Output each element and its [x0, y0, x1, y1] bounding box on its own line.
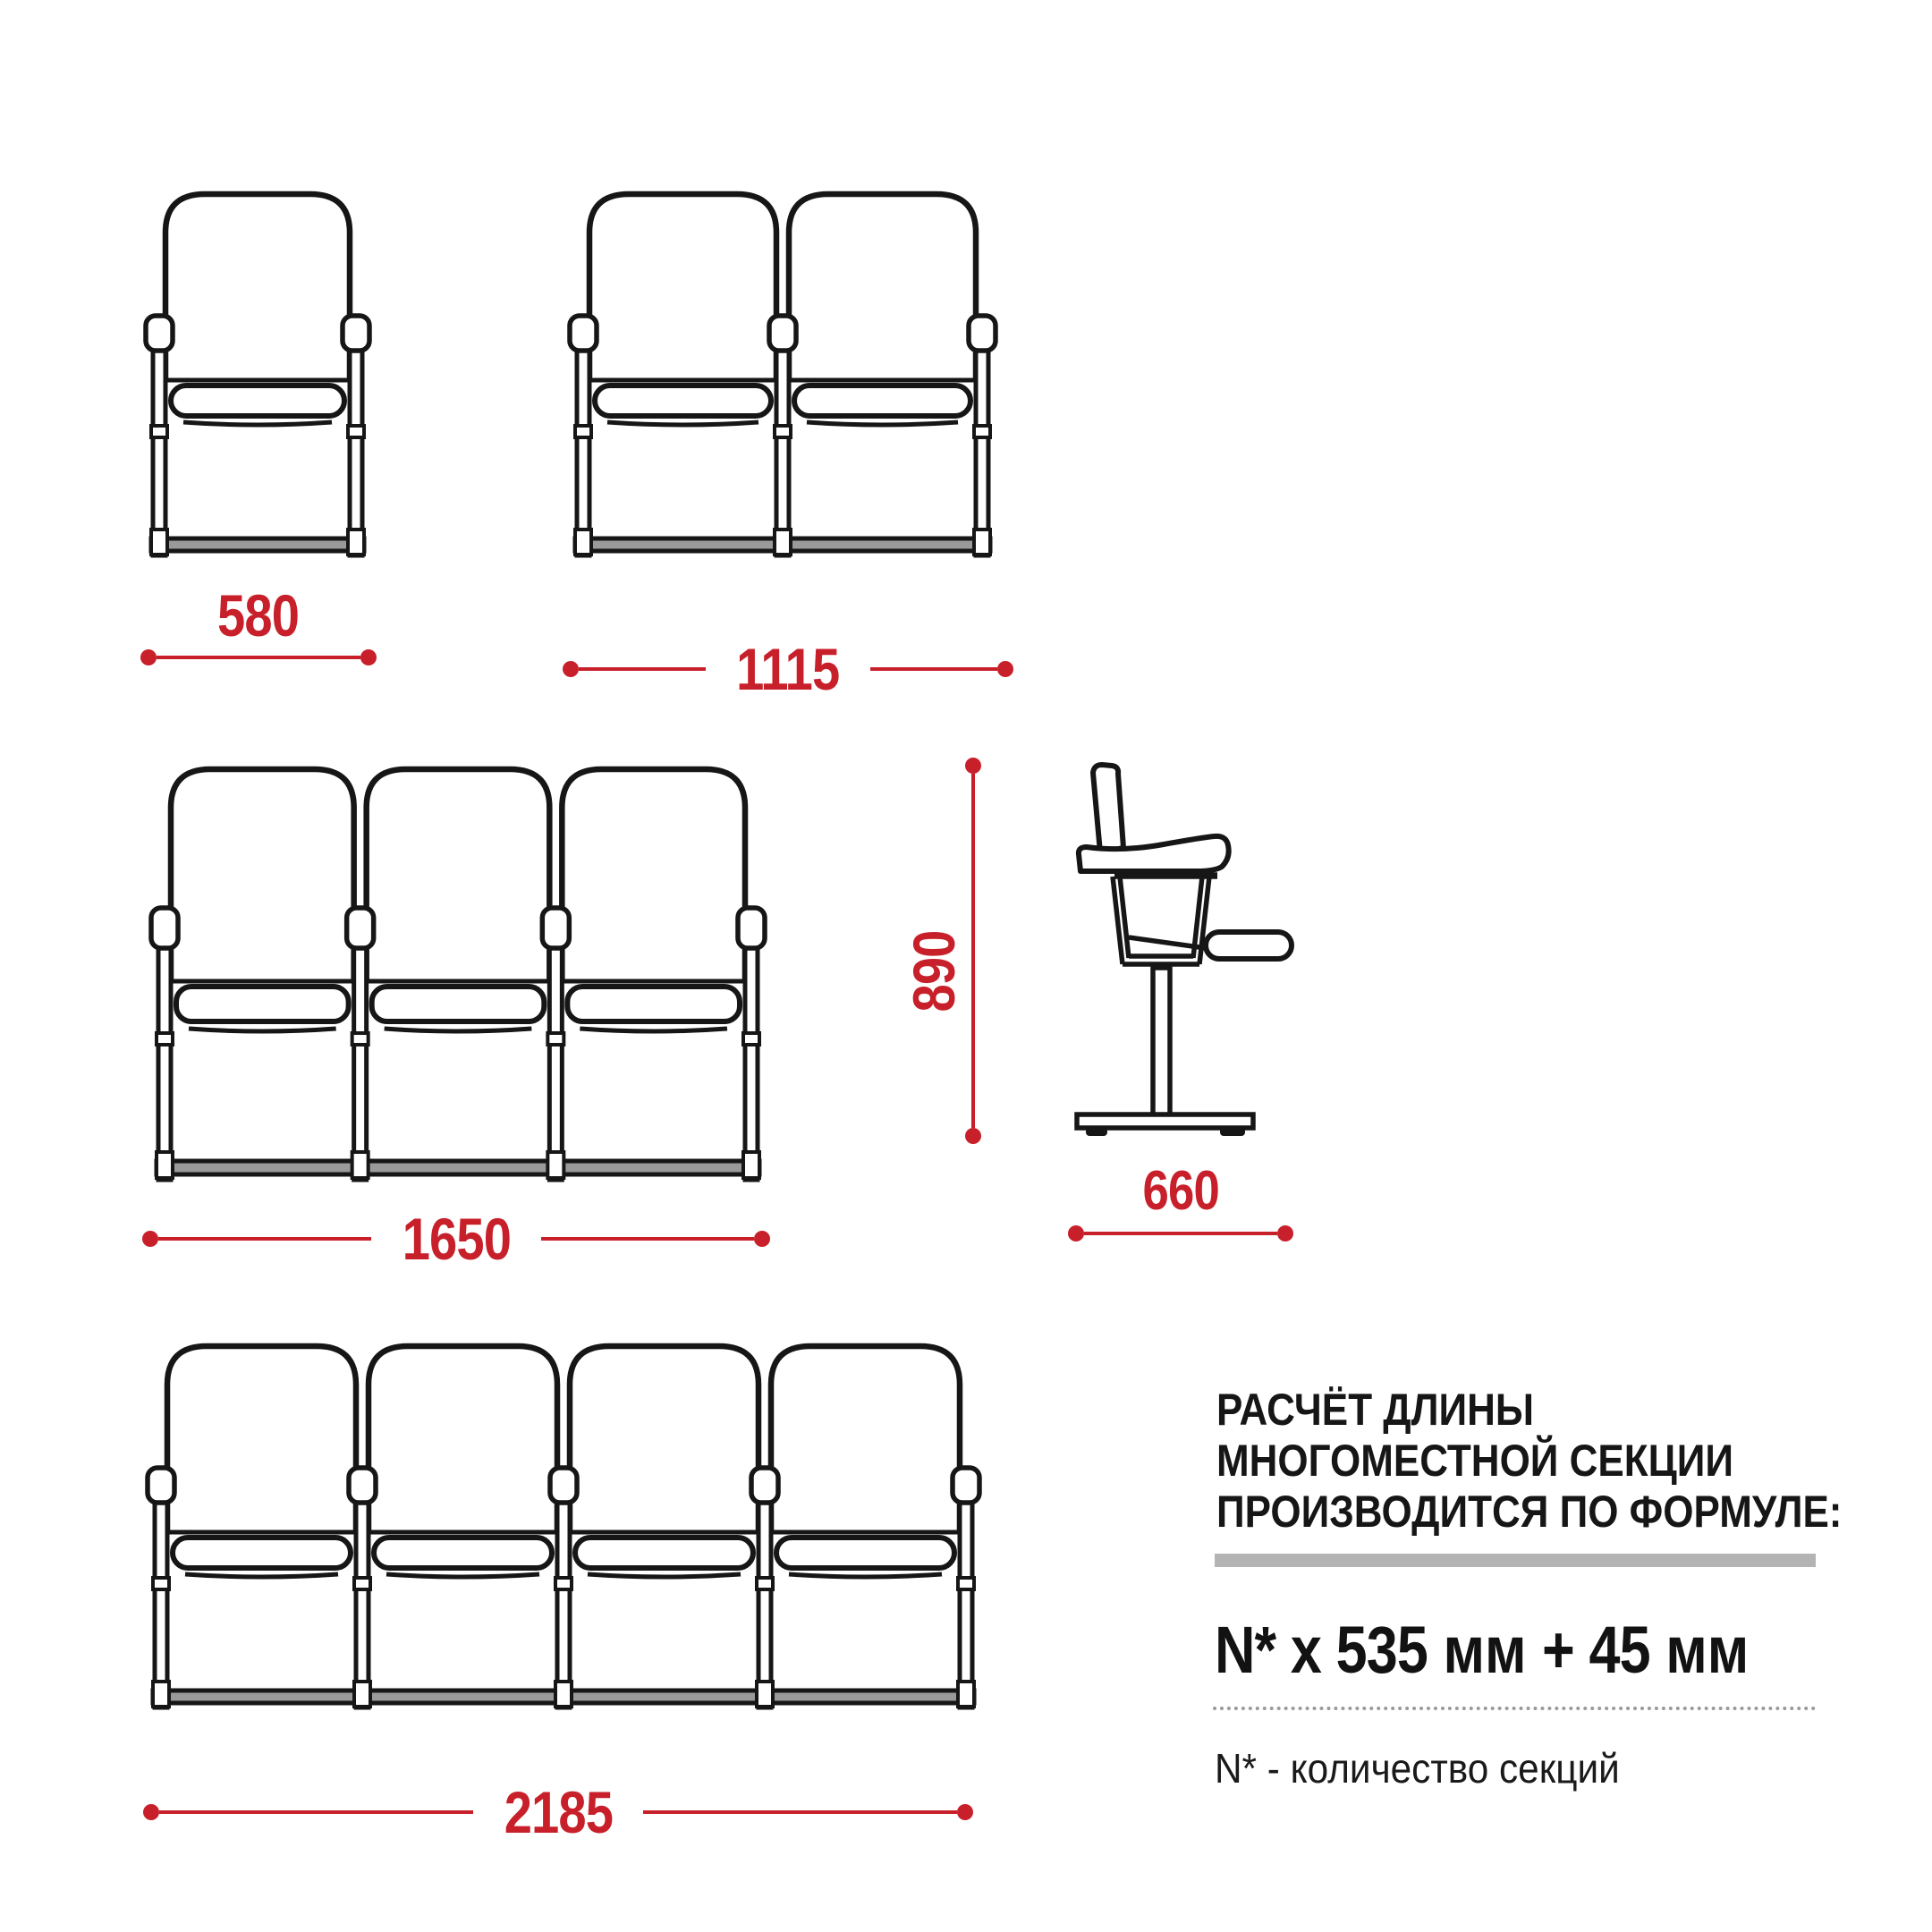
section-length-formula: [1215, 1612, 1749, 1688]
dim-line-row: [140, 649, 377, 665]
dotted-separator: [1213, 1707, 1816, 1710]
dim-endpoint-left: [142, 1231, 158, 1247]
formula-n: N*: [1215, 1613, 1276, 1687]
dim-line-segment: [1084, 1232, 1277, 1235]
dimension-label: 2185: [504, 1779, 613, 1845]
formula-mm-1: мм: [1428, 1613, 1543, 1687]
dim-endpoint-left: [563, 661, 579, 677]
chair-front-view-icon: [571, 190, 995, 556]
chair-side-view: [1072, 762, 1295, 1138]
note-heading-line-3: ПРОИЗВОДИТСЯ ПО ФОРМУЛЕ:: [1216, 1487, 1843, 1537]
dim-line-segment: [158, 1237, 371, 1241]
dim-line-segment: [541, 1237, 754, 1241]
one-seat-section-front-view: [147, 190, 369, 556]
dim-endpoint-right: [957, 1804, 973, 1820]
formula-mm-2: мм: [1649, 1613, 1750, 1687]
dim-endpoint-left: [140, 649, 157, 665]
dim-endpoint-right: [360, 649, 377, 665]
dim-line-segment: [870, 667, 997, 671]
chair-front-view-icon: [152, 765, 764, 1181]
dimension-label: 890: [901, 930, 967, 1013]
two-seat-section-width-dimension: [563, 637, 1013, 701]
three-seat-section-front-view: [152, 765, 764, 1181]
separator-bar: [1215, 1554, 1816, 1567]
dim-endpoint-bottom: [965, 1128, 981, 1144]
formula-note-block: [1216, 1385, 1843, 1538]
chair-front-view-icon: [147, 190, 369, 556]
formula-plus45: + 45: [1542, 1613, 1650, 1687]
chair-side-view-icon: [1072, 762, 1295, 1138]
dim-line-segment: [159, 1810, 473, 1814]
chair-front-view-icon: [148, 1342, 979, 1708]
dim-endpoint-right: [754, 1231, 770, 1247]
formula-footnote: N* - количество секций: [1215, 1745, 1620, 1792]
four-seat-section-front-view: [148, 1342, 979, 1708]
dim-line-row: [1068, 1225, 1293, 1241]
dimension-label: 1650: [402, 1206, 511, 1272]
two-seat-section-front-view: [571, 190, 995, 556]
dim-line-segment: [579, 667, 706, 671]
depth-dimension: [1068, 1160, 1293, 1241]
dim-endpoint-right: [1277, 1225, 1293, 1241]
dimension-label: 1115: [736, 636, 840, 702]
dim-endpoint-left: [1068, 1225, 1084, 1241]
dimension-label: 660: [1142, 1160, 1219, 1222]
dim-line-segment: [971, 774, 975, 1128]
dimension-label: 580: [217, 582, 300, 648]
four-seat-section-width-dimension: [143, 1780, 973, 1844]
dim-endpoint-left: [143, 1804, 159, 1820]
dim-endpoint-right: [997, 661, 1013, 677]
note-heading-line-2: МНОГОМЕСТНОЙ СЕКЦИИ: [1216, 1436, 1734, 1486]
dim-endpoint-top: [965, 758, 981, 774]
note-heading-line-1: РАСЧЁТ ДЛИНЫ: [1216, 1385, 1534, 1435]
one-seat-section-width-dimension: [140, 582, 377, 665]
formula-x535: x 535: [1275, 1613, 1428, 1687]
dim-line-segment: [643, 1810, 957, 1814]
dim-line-segment: [157, 656, 360, 659]
three-seat-section-width-dimension: [142, 1207, 770, 1271]
